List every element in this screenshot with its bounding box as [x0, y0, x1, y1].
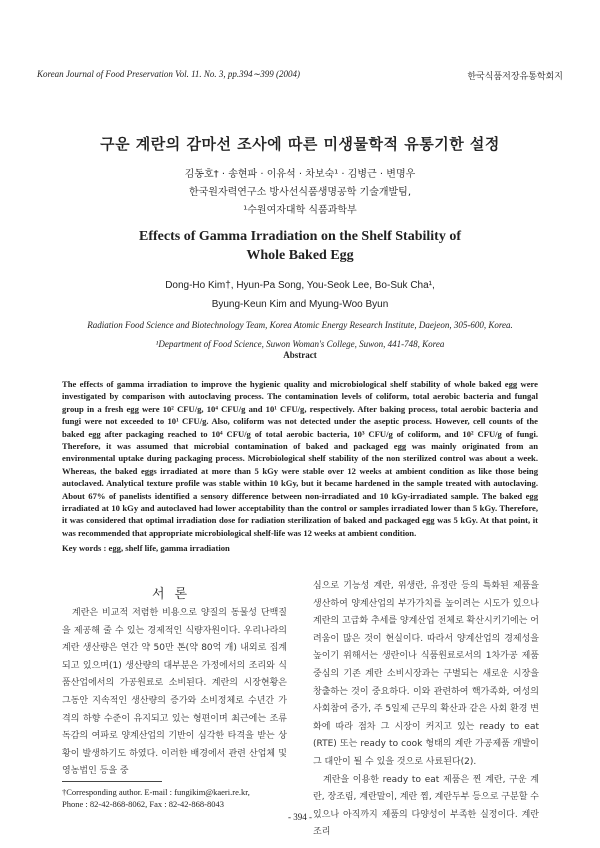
- korean-title: 구운 계란의 감마선 조사에 따른 미생물학적 유통기한 설정: [100, 135, 500, 153]
- korean-authors: 김동호† · 송현파 · 이유석 · 차보숙¹ · 김병근 · 변명우: [184, 169, 416, 180]
- footnote-phone: Phone : 82-42-868-8062, Fax : 82-42-868-8043: [62, 799, 224, 809]
- footnote-email: †Corresponding author. E-mail : fungikim@kaeri.re.kr,: [62, 787, 250, 797]
- intro-right-paragraph-2: 계란을 이용한 ready to eat 제품은 찐 계란, 구운 계란, 장조림, 계란말이, 계란 찜, 계란두부 등으로 구분할 수 있으나 아직까지 제품의 다양성이 부족한 실정이다. 계란 조리: [313, 774, 539, 838]
- korean-affiliation-1: 한국원자력연구소 방사선식품생명공학 기술개발팀,: [188, 187, 412, 198]
- society-name: 한국식품저장유통학회지: [467, 72, 563, 82]
- english-title-line-2: Whole Baked Egg: [246, 248, 354, 263]
- english-affiliation: [0, 316, 600, 354]
- english-authors-line-1: Dong-Ho Kim†, Hyun-Pa Song, You-Seok Lee, Bo-Suk Cha¹,: [165, 280, 435, 291]
- journal-citation: Korean Journal of Food Preservation Vol. 11. No. 3, pp.394∼399 (2004): [37, 69, 300, 79]
- page-number: - 394 -: [288, 812, 312, 822]
- footnote-rule: [62, 781, 162, 782]
- intro-right-paragraph-1: 심으로 기능성 계란, 위생란, 유정란 등의 특화된 제품을 생산하여 양계산업의 부가가치를 높이려는 시도가 있으나 계란의 고급화 추세를 양계산업 전체로 확산시키기에는 어려움이 많은 것이 현실이다. 따라서 양계산업의 경제성을 높이기 위해서는 생란이나 식품원료로서의 1차가공 제품 중심의 기존 계란 소비시장과는 구별되는 새로운 시장을 창출하는 것이 중요하다. 이와 관련하여 핵가족화, 여성의 사회참여 증가, 주 5일제 근무의 확산과 같은 사회 환경 변화에 따라 점차 그 시장이 커지고 있는 ready to eat (RTE) 또는 ready to cook 형태의 계란 가공제품 개발이 그 대안이 될 수 있을 것으로 사료된다(2).: [313, 581, 539, 767]
- intro-left-column: 계란은 비교적 저렴한 비용으로 양질의 동물성 단백질을 제공해 줄 수 있는 경제적인 식량자원이다. 우리나라의 계란 생산량은 연간 약 50만 톤(약 80억 개) 내외로 집계되고 있으며(1) 생산량의 대부분은 가정에서의 조리와 식품산업에서의 가공원료로 소비된다. 계란의 시장현황은 그동안 지속적인 생산량의 증가와 소비정체로 수년간 가격의 하향 수준이 유지되고 있는 형편이며 최근에는 조류독감의 여파로 양계산업의 기반이 심각한 타격을 받는 상황이 발생하기도 하였다. 이러한 배경에서 관련 산업체 및 영농법인 등을 중: [62, 608, 287, 777]
- corresponding-author-footnote: [62, 786, 250, 810]
- english-title: [0, 227, 600, 265]
- keywords: Key words : egg, shelf life, gamma irradiation: [62, 543, 230, 553]
- abstract-heading: Abstract: [283, 350, 317, 360]
- abstract-body: The effects of gamma irradiation to improve the hygienic quality and microbiological shelf stability of whole baked egg were investigated by comparison with autoclaving process. The contamination levels of coliform, total aerobic bacteria and fungal group in a fresh egg were 10² CFU/g, 10⁴ CFU/g and 10¹ CFU/g, respectively. After baking process, total aerobic bacteria and fungi were not exceeded to 10¹ CFU/g. Also, coliform was not detected under the aseptic process. However, cell counts of the baked egg after packaging reached to 10⁴ CFU/g of total aerobic bacteria, 10³ CFU/g of coliform, and 10² CFU/g of fungi. Therefore, it was assumed that microbial contamination of baked and packaged egg was mainly originated from an environmental uptake during packaging process. Microbiological shelf stability of the non sterilized control was about a week. Whereas, the baked eggs irradiated at more than 5 kGy were stable over 12 weeks at ambient condition as like those being autoclaved. Analytical texture profile was stable within 10 kGy, but it became hardened in the sample treated with autoclaving. About 67% of panelists identified a sensory difference between non-irradiated and 10 kGy-irradiated sample. The baked egg irradiated at 10 kGy and autoclaved had lower acceptability than the control or samples irradiated lower than 5 kGy. Therefore, it was considered that optimal irradiation dose for radiation sterilization of baked and packaged egg was 5 kGy. At that point, it was recommended that appropriate microbiological shelf-life was 12 weeks at ambient condition.: [62, 379, 538, 538]
- affiliation-line-1: Radiation Food Science and Biotechnology Team, Korea Atomic Energy Research Institute, Daejeon, 305-600, Korea.: [87, 320, 513, 330]
- english-title-line-1: Effects of Gamma Irradiation on the Shelf Stability of: [139, 229, 461, 244]
- section-heading-introduction: 서론: [151, 587, 198, 602]
- english-authors: [0, 276, 600, 314]
- korean-author-block: [0, 166, 600, 220]
- running-header: [37, 69, 563, 80]
- korean-affiliation-2: ¹수원여자대학 식품과학부: [243, 205, 357, 216]
- intro-right-column: [313, 578, 539, 842]
- english-authors-line-2: Byung-Keun Kim and Myung-Woo Byun: [211, 299, 389, 310]
- affiliation-line-2: ¹Department of Food Science, Suwon Woman's College, Suwon, 441-748, Korea: [155, 339, 445, 349]
